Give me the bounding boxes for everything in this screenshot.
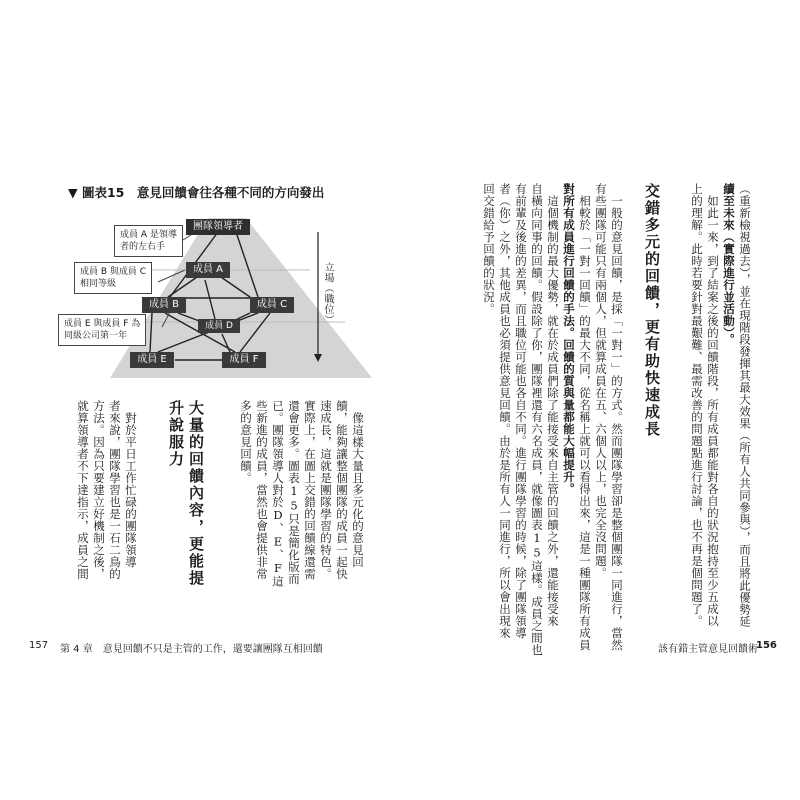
member-d-box: 成員 D — [198, 319, 240, 333]
body-col-1: 一般的意見回饋，是採「一對一」的方式。然而團隊學習卻是整個團隊一同進行，當然 — [610, 183, 624, 651]
left-body-col-1: 像這樣大量且多元化的意見回 — [351, 400, 365, 568]
left-body-col-4: 實際上，在圖上交錯的回饋線還需 — [303, 400, 317, 580]
member-f-box: 成員 F — [222, 352, 266, 368]
right-page-number: 156 — [756, 640, 777, 651]
left-body-col-6: 已。團隊領導人對於D、E、F這 — [271, 400, 285, 588]
member-e-box: 成員 E — [130, 352, 174, 368]
note-member-ef: 成員 E 與成員 F 為 同級公司第一年 — [58, 314, 146, 346]
leader-box: 團隊領導者 — [186, 219, 250, 235]
intro-col-4: 上的理解。此時若要針對最艱難、最需改善的問題點進行討論，也不再是個問題了。 — [690, 183, 704, 627]
body-col-6: 自橫向同事的回饋。假設除了你，團隊裡還有六名成員，就像圖表15這樣。成員之間也 — [530, 183, 544, 656]
left-body-col-3: 速成長，這就是團隊學習的特色。 — [319, 400, 333, 580]
right-heading: 交錯多元的回饋，更有助快速成長 — [643, 183, 661, 438]
left-body-col-12: 就算領導者不下達指示，成員之間 — [76, 400, 90, 580]
left-body-col-8: 多的意見回饋。 — [239, 400, 253, 484]
left-body-col-7: 些新進的成員，當然也會提供非常 — [255, 400, 269, 580]
member-b-box: 成員 B — [142, 297, 186, 313]
member-a-box: 成員 A — [186, 262, 230, 278]
left-footer-chapter: 第 4 章 意見回饋不只是主管的工作，還要讓團隊互相回饋 — [60, 644, 323, 655]
left-body-col-2: 饋，能夠讓整個團隊的成員一起快 — [335, 400, 349, 580]
note-member-a: 成員 A 是領導 者的左右手 — [114, 225, 183, 257]
left-body-col-9: 對於平日工作忙碌的團隊領導 — [124, 400, 138, 568]
note-member-bc: 成員 B 與成員 C 相同等級 — [74, 262, 152, 294]
left-page-number: 157 — [29, 640, 49, 651]
body-col-3: 相較於「一對一回饋」的最大不同，從名稱上就可以看得出來，這是一種團隊所有成員 — [578, 183, 592, 651]
body-col-4: 對所有成員進行回饋的手法。回饋的質與量都能大幅提升。 — [562, 183, 576, 495]
member-c-box: 成員 C — [250, 297, 294, 313]
left-body-col-11: 方法。因為只要建立好機制之後， — [92, 400, 106, 580]
body-col-9: 回交錯給予回饋的狀況。 — [482, 183, 496, 315]
body-col-8: 者（你）之外，其他成員也必須提供意見回饋。由於是所有人一同進行，所以會出現來 — [498, 183, 512, 639]
body-col-7: 有前輩及後進的差異，而且職位可能也各自不同。進行團隊學習的時候，除了團隊領導 — [514, 183, 528, 639]
figure-title: ▼ 圖表15 意見回饋會往各種不同的方向發出 — [68, 185, 325, 200]
axis-label: 立場（職位） — [322, 262, 333, 325]
right-footer-label: 該有錯主管意見回饋術 — [658, 644, 758, 655]
left-heading: 大量的回饋內容，更能提升說服力 — [167, 400, 205, 587]
intro-col-2: 續至未來（實際進行並活動）。 — [722, 183, 736, 346]
left-body-col-10: 者來說，團隊學習也是一石二鳥的 — [108, 400, 122, 580]
body-col-5: 這個機制的最大優勢，就在於成員們除了能接受來自主管的回饋之外，還能接受來 — [546, 183, 560, 627]
body-col-2: 有些團隊可能只有兩個人，但就算成員在五、六個人以上，也完全沒問題。 — [594, 183, 608, 579]
left-body-col-5: 還會更多。圖表15只是簡化版而 — [287, 400, 301, 585]
intro-col-3: 如此一來，到了結案之後的回饋階段，所有成員都能對各自的狀況抱持至少五成以 — [706, 183, 720, 627]
intro-col-1: （重新檢視過去），並在現階段發揮其最大效果（所有人共同參與），而且將此優勢延 — [738, 183, 752, 628]
